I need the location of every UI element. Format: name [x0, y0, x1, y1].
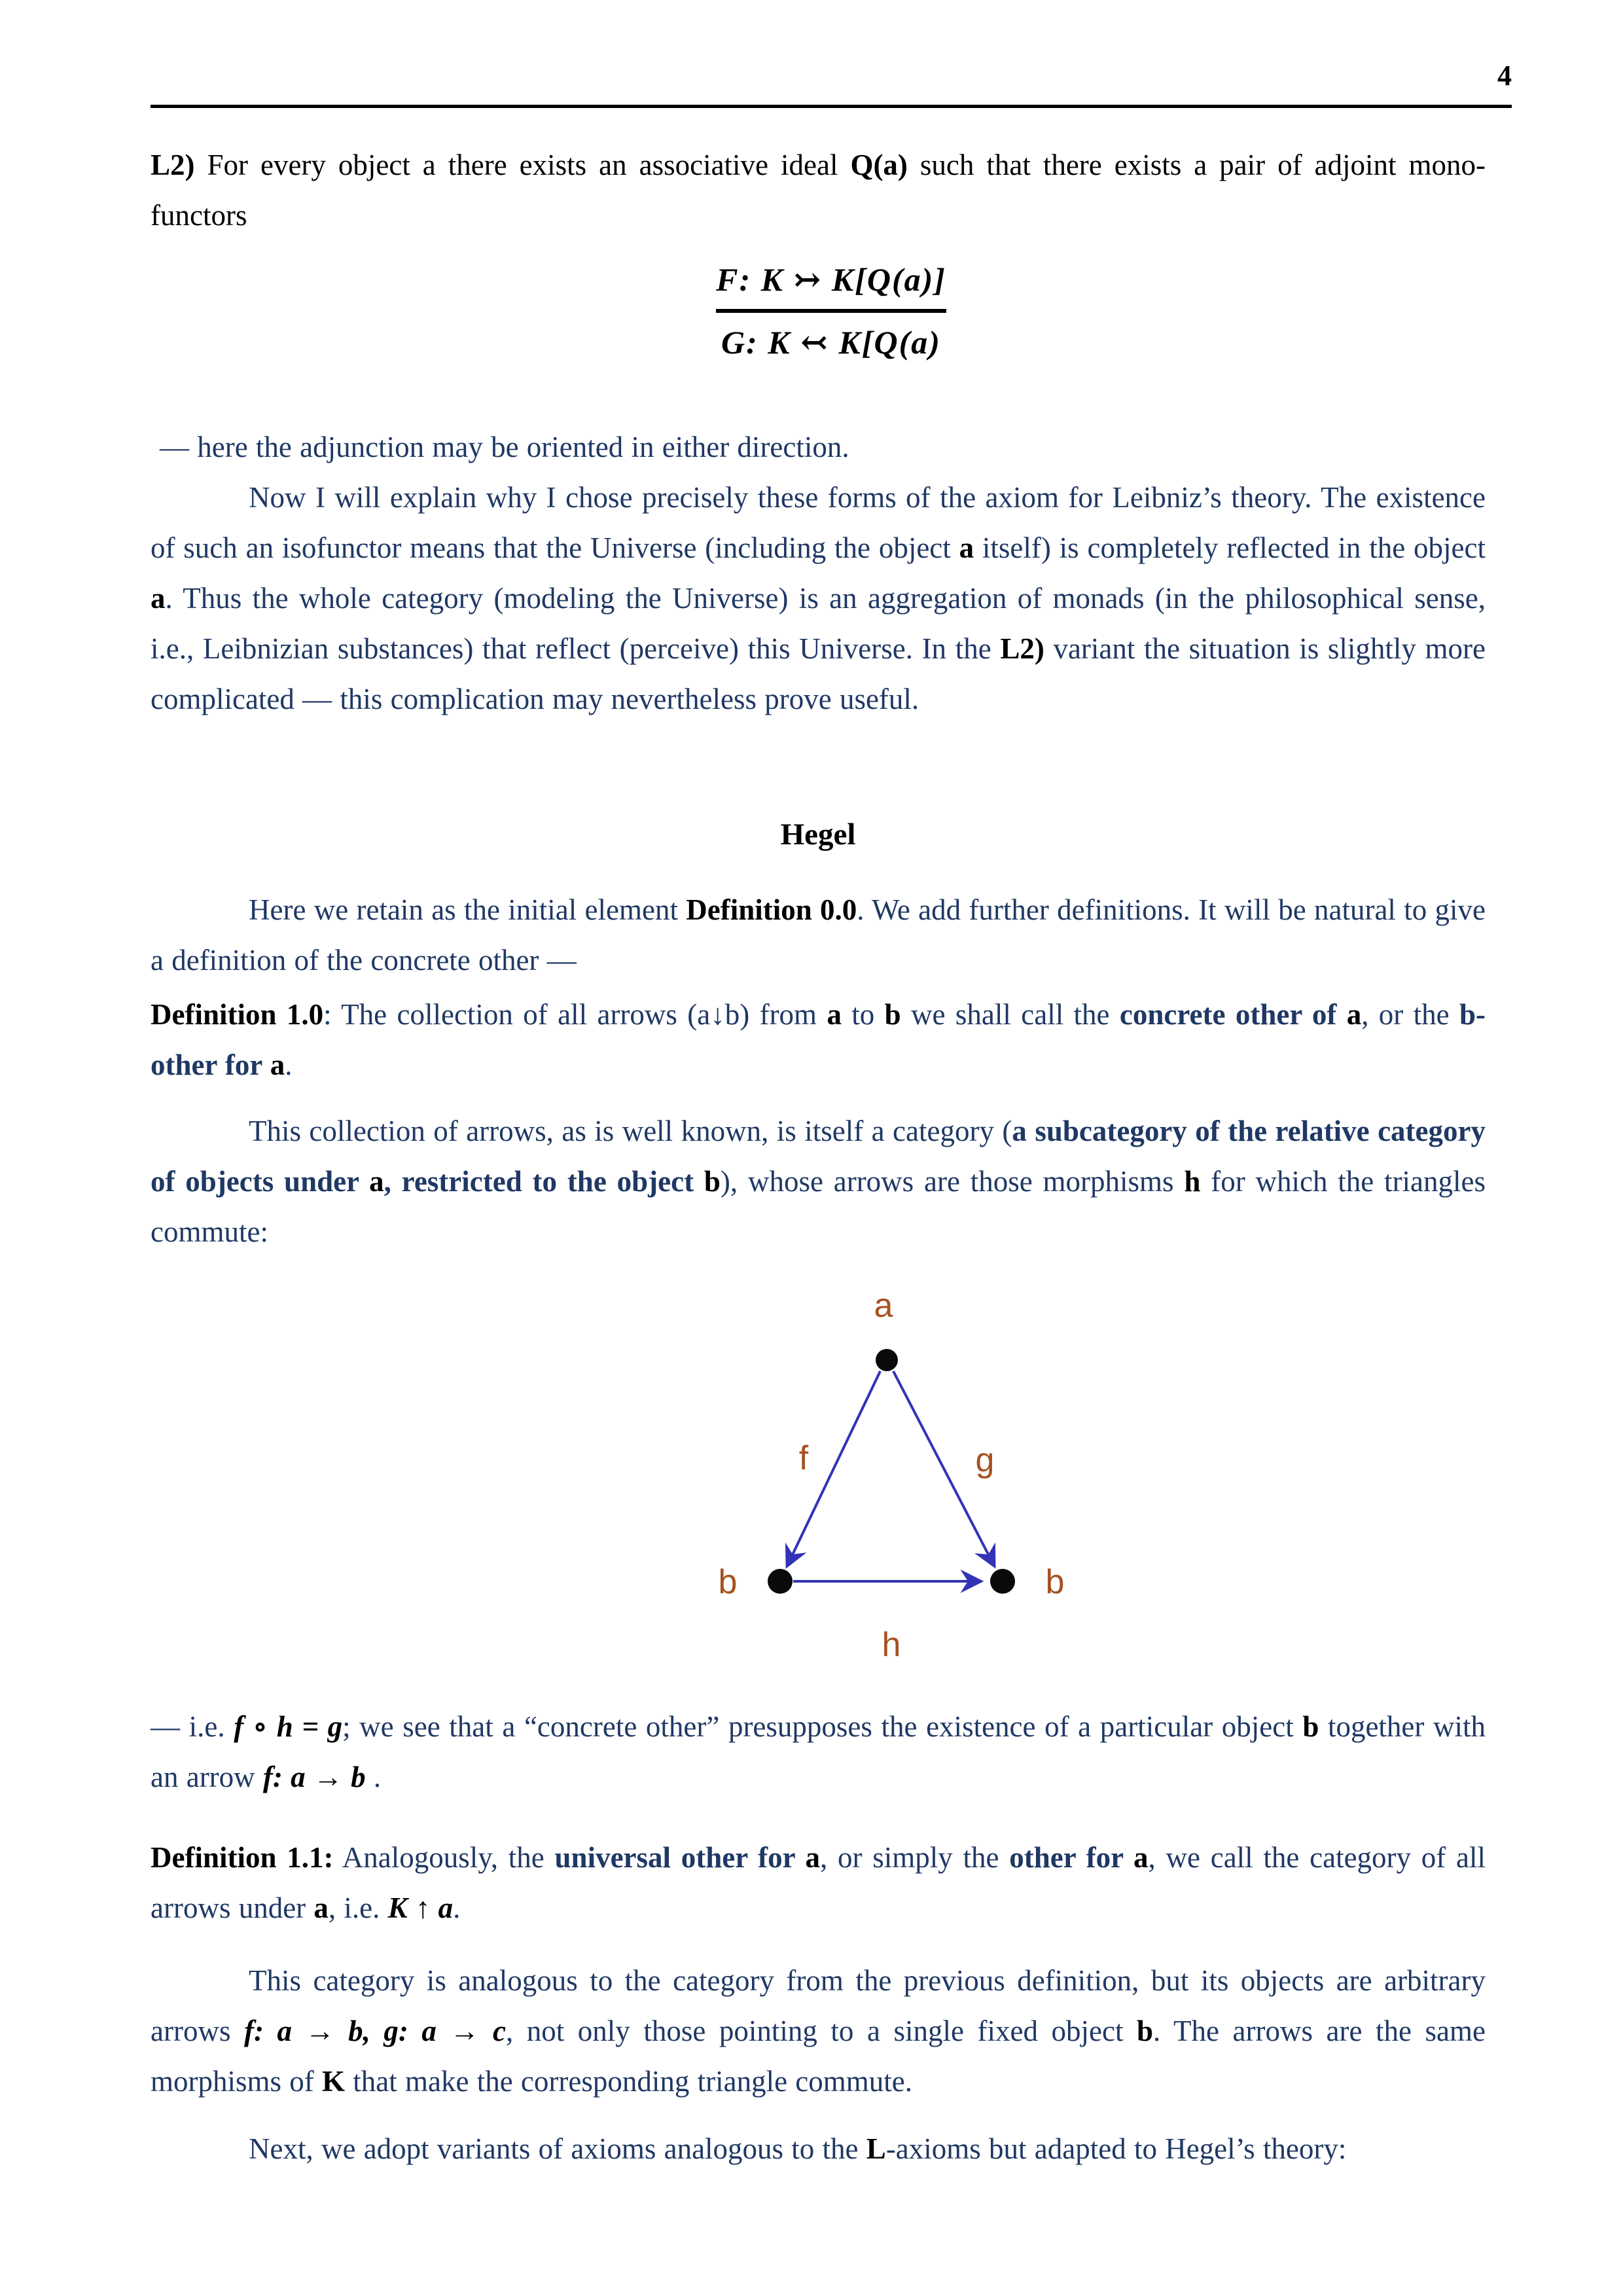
- vertex-label-a: a: [874, 1287, 893, 1325]
- arrow-label-h: h: [882, 1626, 901, 1664]
- section-heading-hegel: Hegel: [780, 817, 856, 852]
- paragraph-collection-of-arrows: This collection of arrows, as is well known, is itself a category (a subcategory of the relative category of objects under a, restricted to the object b), whose arrows are those morphisms h for which the triangles commute:: [151, 1115, 1486, 1248]
- formula-line-f: F: K ↣ K[Q(a)]: [716, 261, 946, 298]
- paragraph-category-analogy: This category is analogous to the category from the previous definition, but its objects are arbitrary arrows f: a → b, g: a → c, not only those pointing to a single fixed object b. The arrows are the same morphisms of K that make the corresponding triangle commute.: [151, 1964, 1486, 2098]
- paragraph-l2-axiom: L2) For every object a there exists an associative ideal Q(a) such that there exists a pair of adjoint mono-functors: [151, 149, 1486, 232]
- formula-divider: [716, 309, 946, 313]
- vertex-dot-b-left: [768, 1569, 793, 1594]
- paragraph-leibniz-explanation: Now I will explain why I chose precisely these forms of the axiom for Leibniz’s theory. The existence of such an isofunctor means that the Universe (including the object a itself) is completely reflected in the object a. Thus the whole category (modeling the Universe) is an aggregation of monads (in the philosophical sense, i.e., Leibnizian substances) that reflect (perceive) this Universe. In the L2) variant the situation is slightly more complicated — this complication may nevertheless prove useful.: [151, 481, 1486, 715]
- formula-line-g: G: K ↢ K[Q(a): [721, 324, 941, 361]
- paragraph-definition-1-1: Definition 1.1: Analogously, the universal other for a, or simply the other for a, we call the category of all arrows under a, i.e. K ↑ a.: [151, 1841, 1486, 1924]
- arrow-label-g: g: [975, 1441, 995, 1479]
- paragraph-next-axioms: Next, we adopt variants of axioms analogous to the L-axioms but adapted to Hegel’s theory:: [249, 2132, 1347, 2165]
- paragraph-retain-definition: Here we retain as the initial element Definition 0.0. We add further definitions. It will be natural to give a definition of the concrete other —: [151, 893, 1486, 977]
- arrow-label-f: f: [798, 1439, 809, 1477]
- paragraph-adjunction-note: — here the adjunction may be oriented in either direction.: [160, 431, 849, 463]
- page-number: 4: [1497, 60, 1512, 92]
- adjunction-formula: [0, 257, 1623, 365]
- vertex-label-b-left: b: [718, 1563, 738, 1601]
- vertex-label-b-right: b: [1045, 1563, 1065, 1601]
- vertex-dot-b-right: [990, 1569, 1015, 1594]
- paragraph-composition-note: — i.e. f ∘ h = g; we see that a “concrete other” presupposes the existence of a particular object b together with an arrow f: a → b .: [151, 1710, 1486, 1793]
- commutative-triangle-diagram: [654, 1270, 1113, 1676]
- header-rule: [151, 105, 1512, 108]
- paragraph-definition-1-0: Definition 1.0: The collection of all arrows (a↓b) from a to b we shall call the concrete other of a, or the b-other for a.: [151, 998, 1486, 1081]
- vertex-dot-a: [876, 1349, 898, 1371]
